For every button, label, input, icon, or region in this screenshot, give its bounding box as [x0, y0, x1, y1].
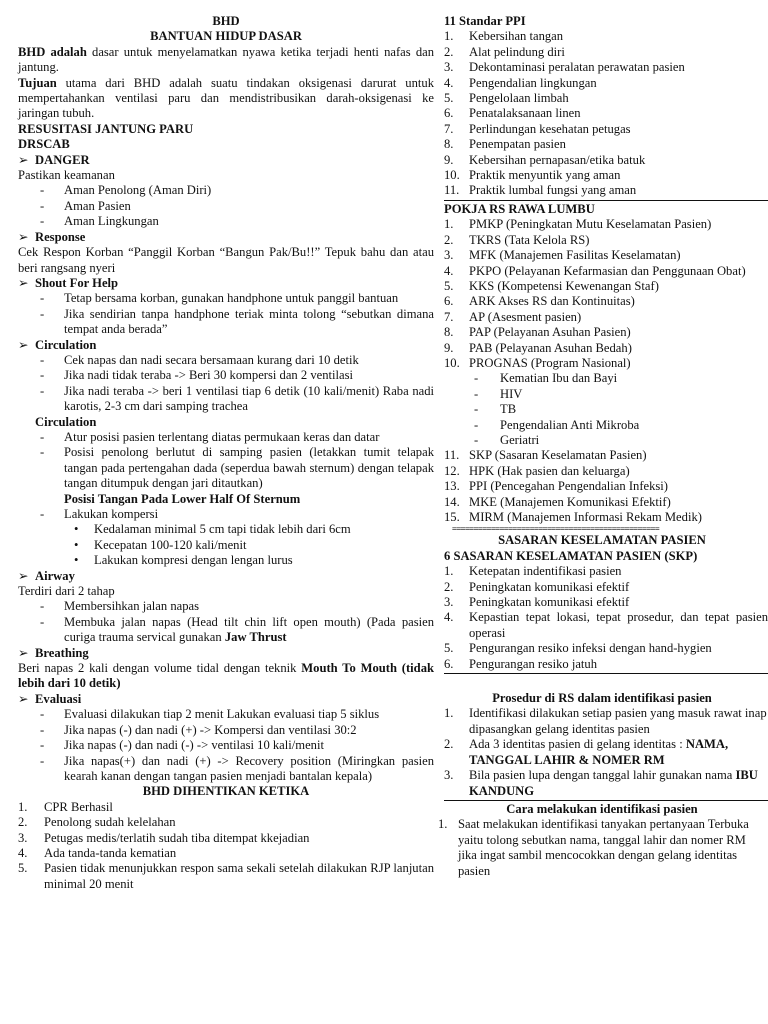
circulation-item: - Posisi penolong berlutut di samping pasien (letakkan tumit telapak tangan pada pertengahan dada (seperdua bawah sternum) dengan telapak tangan ditumpuk dengan jari ditautkan)	[40, 445, 434, 491]
shout-heading	[18, 276, 434, 291]
compression-bullet	[18, 538, 434, 553]
evaluasi-item-text: Jika napas(+) dan nadi (+) -> Recovery position (Miringkan pasien kearah kanan dengan tangan pasien menjadi bantalan kepala)	[64, 753, 434, 783]
skp-heading: SASARAN KESELAMATAN PASIEN	[498, 533, 706, 548]
pokja-item-text: AP (Asesment pasien)	[469, 309, 582, 324]
ppi-item-text: Kebersihan tangan	[469, 29, 564, 44]
definition-paragraph	[18, 45, 434, 76]
prosedur-item: 2. Ada 3 identitas pasien di gelang identitas : NAMA, TANGGAL LAHIR & NOMER RM	[444, 737, 729, 767]
arrow-icon: ➢	[18, 568, 29, 583]
pokja-item: 12. HPK (Hak pasien dan keluarga)	[444, 463, 630, 478]
breathing-heading	[18, 646, 434, 661]
stop-item: 5. Pasien tidak menunjukkan respon sama sekali setelah dilakukan RJP lanjutan minimal 20 menit	[18, 861, 434, 891]
circulation-subheading: Circulation	[35, 414, 97, 429]
bullet-icon: •	[74, 553, 79, 568]
pokja-item: 10. PROGNAS (Program Nasional)	[444, 355, 631, 370]
breathing-text-bold: Mouth To Mouth (tidak lebih dari 10 detik)	[18, 661, 434, 691]
drscab-heading: DRSCAB	[18, 137, 70, 152]
ppi-item-text: Praktik menyuntik yang aman	[469, 168, 621, 183]
prognas-subitem: - Pengendalian Anti Mikroba	[474, 417, 640, 432]
prosedur-item-text: Bila pasien lupa dengan tanggal lahir gunakan nama	[469, 768, 736, 783]
double-separator: ================================================	[452, 525, 660, 534]
evaluasi-item: - Jika napas(+) dan nadi (+) -> Recovery position (Miringkan pasien kearah kanan dengan tangan pasien menjadi bantalan kepala)	[40, 753, 434, 783]
breathing-heading-label: Breathing	[35, 645, 89, 660]
prognas-subitem: - HIV	[474, 386, 523, 401]
pokja-item: 5. KKS (Kompetensi Kewenangan Staf)	[444, 278, 659, 293]
pokja-item: 7. AP (Asesment pasien)	[444, 309, 582, 324]
compression-bullet-text: Lakukan kompresi dengan lengan lurus	[94, 553, 293, 568]
arrow-icon: ➢	[18, 337, 29, 352]
skp-subheading: 6 SASARAN KESELAMATAN PASIEN (SKP)	[444, 548, 698, 563]
circulation-item-text: Cek napas dan nadi secara bersamaan kurang dari 10 detik	[64, 352, 359, 367]
stop-item: 3. Petugas medis/terlatih sudah tiba ditempat kkejadian	[18, 830, 310, 845]
pokja-item: 2. TKRS (Tata Kelola RS)	[444, 232, 590, 247]
ppi-item: 8. Penempatan pasien	[444, 137, 566, 152]
stop-item: 1. CPR Berhasil	[18, 799, 113, 814]
shout-item: - Jika sendirian tanpa handphone teriak minta tolong “sebutkan dimana tempat anda berada”	[40, 306, 434, 337]
pokja-item-text: TKRS (Tata Kelola RS)	[469, 232, 590, 247]
section-divider	[444, 200, 768, 201]
ppi-item: 5. Pengelolaan limbah	[444, 91, 569, 106]
prognas-subitem-text: TB	[500, 402, 517, 417]
evaluasi-heading-label: Evaluasi	[35, 691, 82, 706]
stop-item-text: Pasien tidak menunjukkan respon sama sekali setelah dilakukan RJP lanjutan minimal 20 menit	[44, 861, 434, 891]
prosedur-heading: Prosedur di RS dalam identifikasi pasien	[492, 691, 712, 706]
shout-heading-label: Shout For Help	[35, 275, 119, 290]
airway-item-text: Membersihkan jalan napas	[64, 599, 199, 614]
circulation-item: - Jika nadi teraba -> beri 1 ventilasi tiap 6 detik (10 kali/menit) Raba nadi karotis, 2-3 cm dari samping trachea	[40, 383, 434, 414]
danger-item-text: Aman Penolong (Aman Diri)	[64, 183, 212, 198]
circulation-heading	[18, 338, 434, 353]
stop-item-text: Petugas medis/terlatih sudah tiba ditempat kkejadian	[44, 830, 310, 845]
breathing-text-plain: Beri napas 2 kali dengan volume tidal dengan teknik	[18, 661, 302, 676]
arrow-icon: ➢	[18, 275, 29, 290]
airway-intro: Terdiri dari 2 tahap	[18, 584, 115, 599]
prognas-subitem-text: HIV	[500, 386, 523, 401]
ppi-item: 4. Pengendalian lingkungan	[444, 75, 597, 90]
airway-item: - Membuka jalan napas (Head tilt chin lift open mouth) (Pada pasien curiga trauma servical gunakan Jaw Thrust	[40, 614, 434, 645]
skp-item: 3. Peningkatan komunikasi efektif	[444, 595, 630, 610]
pokja-item: 1. PMKP (Peningkatan Mutu Keselamatan Pasien)	[444, 217, 712, 232]
evaluasi-item: - Jika napas (-) dan nadi (-) -> ventilasi 10 kali/menit	[40, 738, 324, 753]
ppi-item-text: Perlindungan kesehatan petugas	[469, 121, 631, 136]
danger-item-text: Aman Lingkungan	[64, 214, 159, 229]
arrow-icon: ➢	[18, 152, 29, 167]
pokja-item-text: PKPO (Pelayanan Kefarmasian dan Penggunaan Obat)	[469, 263, 746, 278]
rjp-heading: RESUSITASI JANTUNG PARU	[18, 121, 194, 136]
pokja-item: 11. SKP (Sasaran Keselamatan Pasien)	[444, 448, 647, 463]
skp-item-text: Peningkatan komunikasi efektif	[469, 579, 630, 594]
skp-item: 4. Kepastian tepat lokasi, tepat prosedur, dan tepat pasien operasi	[444, 610, 768, 640]
prognas-subitem-text: Kematian Ibu dan Bayi	[500, 371, 618, 386]
pokja-item: 8. PAP (Pelayanan Asuhan Pasien)	[444, 325, 631, 340]
pokja-item: 9. PAB (Pelayanan Asuhan Bedah)	[444, 340, 632, 355]
section-divider	[444, 800, 768, 801]
response-text: Cek Respon Korban “Panggil Korban “Bangun Pak/Bu!!” Tepuk bahu dan atau beri rangsang nyeri	[18, 245, 434, 275]
section-divider	[444, 673, 768, 674]
arrow-icon: ➢	[18, 645, 29, 660]
circulation-item-text: Posisi penolong berlutut di samping pasien (letakkan tumit telapak tangan pada pertengahan dada (seperdua bawah sternum) dengan telapak tangan ditumpuk dengan jari ditautkan)	[64, 445, 434, 491]
danger-item-text: Aman Pasien	[64, 198, 131, 213]
ppi-item-text: Praktik lumbal fungsi yang aman	[469, 183, 637, 198]
compression-bullet	[18, 522, 434, 537]
pokja-item-text: ARK Akses RS dan Kontinuitas)	[469, 294, 635, 309]
prosedur-item: 3. Bila pasien lupa dengan tanggal lahir gunakan nama IBU KANDUNG	[444, 768, 758, 798]
pokja-item: 14. MKE (Manajemen Komunikasi Efektif)	[444, 494, 671, 509]
skp-item-text: Peningkatan komunikasi efektif	[469, 595, 630, 610]
pokja-item-text: MIRM (Manajemen Informasi Rekam Medik)	[469, 510, 702, 524]
bullet-icon: •	[74, 537, 79, 552]
skp-item-text: Pengurangan resiko infeksi dengan hand-hygien	[469, 641, 712, 656]
ppi-item: 9. Kebersihan pernapasan/etika batuk	[444, 152, 646, 167]
pokja-item-text: KKS (Kompetensi Kewenangan Staf)	[469, 278, 659, 293]
skp-item: 2. Peningkatan komunikasi efektif	[444, 579, 630, 594]
pokja-item-text: PAP (Pelayanan Asuhan Pasien)	[469, 325, 631, 340]
shout-item-text: Tetap bersama korban, gunakan handphone untuk panggil bantuan	[64, 291, 399, 306]
ppi-item-text: Pengelolaan limbah	[469, 91, 569, 106]
ppi-item-text: Dekontaminasi peralatan perawatan pasien	[469, 60, 685, 75]
ppi-item-text: Kebersihan pernapasan/etika batuk	[469, 152, 646, 167]
ppi-item-text: Penempatan pasien	[469, 137, 566, 152]
pokja-item-text: PROGNAS (Program Nasional)	[469, 355, 631, 370]
doc-title: BHD	[212, 14, 240, 28]
pokja-item-text: PPI (Pencegahan Pengendalian Infeksi)	[469, 479, 668, 494]
skp-item: 1. Ketepatan indentifikasi pasien	[444, 564, 622, 579]
prognas-subitem-text: Geriatri	[500, 432, 540, 447]
shout-item: - Tetap bersama korban, gunakan handphone untuk panggil bantuan	[40, 291, 399, 306]
prosedur-item-text: Identifikasi dilakukan setiap pasien yang masuk rawat inap dipasangkan gelang identitas pasien	[469, 706, 767, 736]
compression-label: - Lakukan kompersi	[40, 507, 159, 521]
ppi-item-text: Penatalaksanaan linen	[469, 106, 581, 121]
cara-heading: Cara melakukan identifikasi pasien	[506, 801, 698, 816]
airway-heading-label: Airway	[35, 568, 75, 583]
stop-item: 4. Ada tanda-tanda kematian	[18, 845, 177, 860]
airway-item: - Membersihkan jalan napas	[40, 599, 199, 614]
jaw-thrust-text: Jaw Thrust	[224, 630, 287, 645]
definition-term: BHD adalah	[18, 44, 87, 59]
purpose-text: utama dari BHD adalah suatu tindakan oksigenasi darurat untuk mempertahankan ventilasi paru dan mendistribusikan darah-oksigenasi ke jaringan tubuh.	[18, 75, 434, 121]
identity-fields-text: NAMA, TANGGAL LAHIR & NOMER RM	[469, 737, 729, 767]
stop-item: 2. Penolong sudah kelelahan	[18, 815, 176, 830]
skp-item: 5. Pengurangan resiko infeksi dengan hand-hygien	[444, 641, 712, 656]
airway-heading	[18, 569, 434, 584]
circulation-item: - Jika nadi tidak teraba -> Beri 30 kompersi dan 2 ventilasi	[40, 368, 353, 383]
shout-item-text: Jika sendirian tanpa handphone teriak minta tolong “sebutkan dimana tempat anda berada”	[64, 306, 434, 337]
evaluasi-item: - Evaluasi dilakukan tiap 2 menit Lakukan evaluasi tiap 5 siklus	[40, 707, 380, 722]
ppi-heading: 11 Standar PPI	[444, 14, 526, 28]
prognas-subitem-text: Pengendalian Anti Mikroba	[500, 417, 640, 432]
pokja-item-text: SKP (Sasaran Keselamatan Pasien)	[469, 448, 647, 463]
pokja-item-text: HPK (Hak pasien dan keluarga)	[469, 463, 630, 478]
prosedur-item-text: Ada 3 identitas pasien di gelang identitas :	[469, 737, 686, 752]
evaluasi-item: - Jika napas (-) dan nadi (+) -> Kompersi dan ventilasi 30:2	[40, 722, 357, 737]
ppi-item: 11. Praktik lumbal fungsi yang aman	[444, 183, 637, 198]
danger-item: - Aman Pasien	[40, 198, 131, 213]
stop-item-text: Ada tanda-tanda kematian	[44, 845, 177, 860]
danger-item: - Aman Lingkungan	[40, 214, 159, 229]
evaluasi-heading	[18, 692, 434, 707]
right-column	[438, 14, 768, 879]
ppi-item-text: Alat pelindung diri	[469, 44, 565, 59]
evaluasi-item-text: Evaluasi dilakukan tiap 2 menit Lakukan evaluasi tiap 5 siklus	[64, 707, 380, 722]
airway-item-text: Membuka jalan napas (Head tilt chin lift open mouth) (Pada pasien curiga trauma servical gunakan	[64, 614, 434, 645]
doc-subtitle: BANTUAN HIDUP DASAR	[150, 29, 302, 44]
pokja-item-text: PAB (Pelayanan Asuhan Bedah)	[469, 340, 632, 355]
compression-bullet	[18, 553, 434, 568]
prognas-subitem: - Geriatri	[474, 432, 540, 447]
pokja-item: 6. ARK Akses RS dan Kontinuitas)	[444, 294, 635, 309]
danger-item: - Aman Penolong (Aman Diri)	[40, 183, 212, 198]
ppi-item: 3. Dekontaminasi peralatan perawatan pasien	[444, 60, 685, 75]
circulation-item-text: Jika nadi teraba -> beri 1 ventilasi tiap 6 detik (10 kali/menit) Raba nadi karotis, 2-3 cm dari samping trachea	[64, 383, 434, 414]
response-heading	[18, 230, 434, 245]
skp-item-text: Pengurangan resiko jatuh	[469, 656, 598, 671]
left-column	[18, 14, 434, 892]
evaluasi-item-text: Jika napas (-) dan nadi (+) -> Kompersi dan ventilasi 30:2	[64, 722, 357, 737]
stop-heading: BHD DIHENTIKAN KETIKA	[142, 784, 310, 799]
arrow-icon: ➢	[18, 229, 29, 244]
skp-item-text: Ketepatan indentifikasi pasien	[469, 564, 622, 579]
pokja-item-text: MFK (Manajemen Fasilitas Keselamatan)	[469, 248, 681, 263]
breathing-text	[18, 661, 434, 692]
danger-intro: Pastikan keamanan	[18, 168, 115, 183]
circulation-item: - Cek napas dan nadi secara bersamaan kurang dari 10 detik	[40, 352, 359, 367]
definition-text: dasar untuk menyelamatkan nyawa ketika terjadi henti nafas dan jantung.	[18, 44, 435, 75]
skp-item-text: Kepastian tepat lokasi, tepat prosedur, dan tepat pasien operasi	[469, 610, 768, 640]
circulation-item: - Atur posisi pasien terlentang diatas permukaan keras dan datar	[40, 429, 380, 444]
prognas-subitem: - Kematian Ibu dan Bayi	[474, 371, 618, 386]
pokja-item: 3. MFK (Manajemen Fasilitas Keselamatan)	[444, 248, 681, 263]
ppi-item: 7. Perlindungan kesehatan petugas	[444, 121, 631, 136]
evaluasi-item-text: Jika napas (-) dan nadi (-) -> ventilasi 10 kali/menit	[64, 738, 324, 753]
purpose-term: Tujuan	[18, 75, 57, 90]
danger-heading	[18, 153, 434, 168]
arrow-icon: ➢	[18, 691, 29, 706]
pokja-item-text: MKE (Manajemen Komunikasi Efektif)	[469, 494, 671, 509]
hand-position-text: Posisi Tangan Pada Lower Half Of Sternum	[64, 491, 301, 506]
prognas-subitem: - TB	[474, 402, 517, 417]
pokja-item: 4. PKPO (Pelayanan Kefarmasian dan Penggunaan Obat)	[444, 263, 746, 278]
cara-item-text: Saat melakukan identifikasi tanyakan pertanyaan Terbuka yaitu tolong sebutkan nama, tanggal lahir dan nomer RM jika ingat sambil mencocokkan dengan gelang identitas pasien	[458, 817, 749, 878]
pokja-item-text: PMKP (Peningkatan Mutu Keselamatan Pasien)	[469, 217, 712, 232]
compression-bullet-text: Kecepatan 100-120 kali/menit	[94, 537, 247, 552]
ppi-item: 2. Alat pelindung diri	[444, 44, 565, 59]
circulation-item-text: Jika nadi tidak teraba -> Beri 30 kompersi dan 2 ventilasi	[64, 368, 353, 383]
compression-bullet-text: Kedalaman minimal 5 cm tapi tidak lebih dari 6cm	[94, 522, 351, 537]
pokja-heading: POKJA RS RAWA LUMBU	[444, 201, 595, 216]
pokja-item: 13. PPI (Pencegahan Pengendalian Infeksi)	[444, 479, 668, 494]
ppi-item-text: Pengendalian lingkungan	[469, 75, 597, 90]
ibu-kandung-text: IBU KANDUNG	[469, 768, 758, 798]
circulation-item-text: Atur posisi pasien terlentang diatas permukaan keras dan datar	[64, 429, 380, 444]
pokja-item: 15. MIRM (Manajemen Informasi Rekam Medik)	[444, 510, 702, 524]
prosedur-item: 1. Identifikasi dilakukan setiap pasien yang masuk rawat inap dipasangkan gelang identitas pasien	[444, 706, 767, 736]
circulation-heading-label: Circulation	[35, 337, 97, 352]
ppi-item: 6. Penatalaksanaan linen	[444, 106, 581, 121]
ppi-item: 1. Kebersihan tangan	[444, 29, 564, 44]
purpose-paragraph	[18, 76, 434, 122]
compression-label-text: Lakukan kompersi	[64, 507, 159, 521]
response-heading-label: Response	[35, 229, 86, 244]
skp-item: 6. Pengurangan resiko jatuh	[444, 656, 598, 671]
stop-item-text: CPR Berhasil	[44, 799, 113, 814]
cara-item: 1. Saat melakukan identifikasi tanyakan pertanyaan Terbuka yaitu tolong sebutkan nama, tanggal lahir dan nomer RM jika ingat sambil mencocokkan dengan gelang identitas pasien	[438, 817, 749, 878]
ppi-item: 10. Praktik menyuntik yang aman	[444, 168, 621, 183]
bullet-icon: •	[74, 522, 79, 537]
stop-item-text: Penolong sudah kelelahan	[44, 815, 176, 830]
danger-heading-label: DANGER	[35, 152, 90, 167]
